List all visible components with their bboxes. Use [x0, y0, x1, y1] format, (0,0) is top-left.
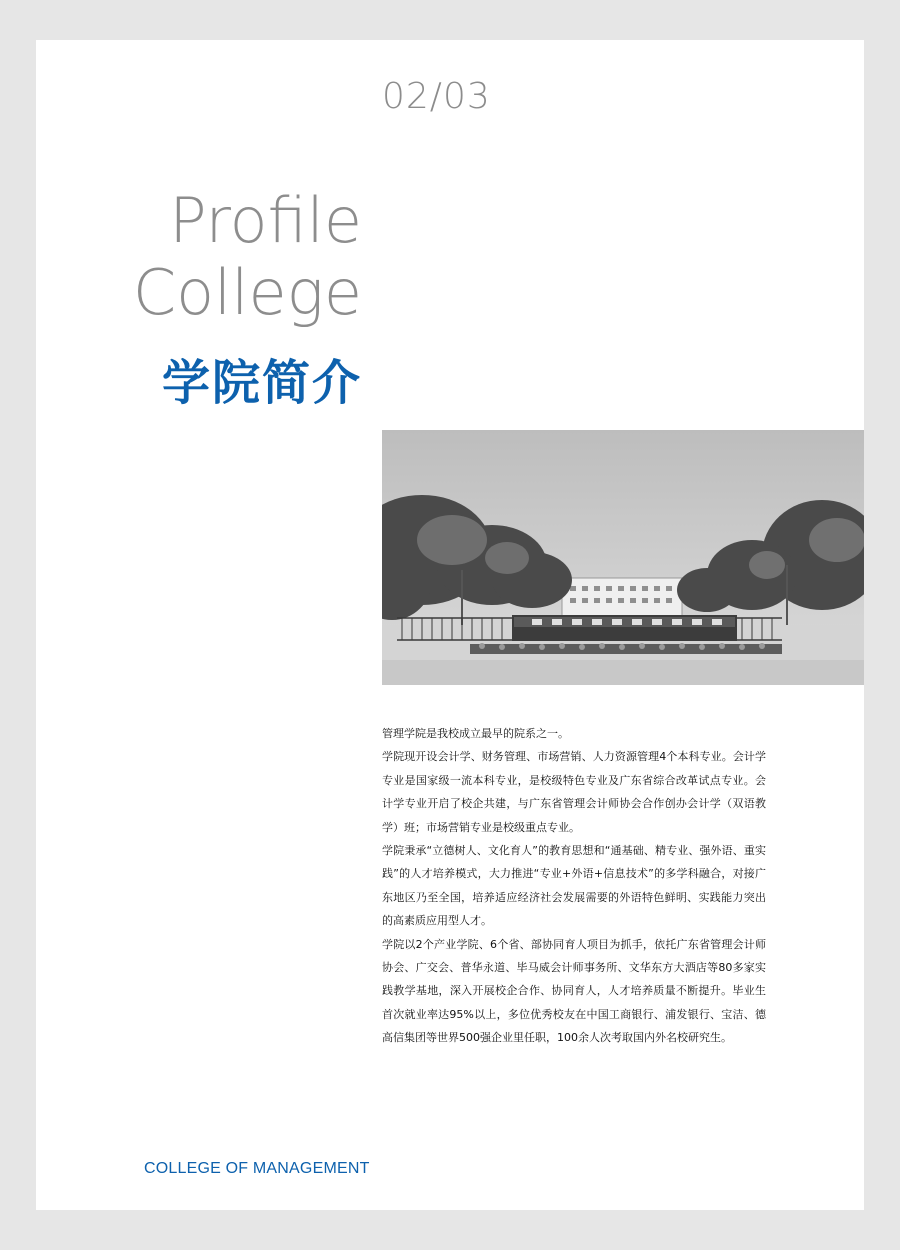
- footer-college-name: COLLEGE OF MANAGEMENT: [144, 1160, 370, 1177]
- paragraph-2: 学院现开设会计学、财务管理、市场营销、人力资源管理4个本科专业。会计学专业是国家级一流本科专业，是校级特色专业及广东省综合改革试点专业。会计学专业开启了校企共建，与广东省管理会计师协会合作创办会计学（双语教学）班；市场营销专业是校级重点专业。: [382, 750, 766, 834]
- page-number: 02/03: [382, 76, 491, 117]
- body-text: [382, 722, 766, 1050]
- campus-photo: [382, 430, 864, 685]
- title-cn: 学院简介: [161, 355, 362, 411]
- campus-gate-illustration: [382, 430, 864, 685]
- title-en-college: College: [132, 256, 362, 329]
- page: [36, 40, 864, 1210]
- title-en-profile: Profile: [169, 184, 362, 257]
- paragraph-1: 管理学院是我校成立最早的院系之一。: [382, 727, 569, 740]
- paragraph-3: 学院秉承“立德树人、文化育人”的教育思想和“通基础、精专业、强外语、重实践”的人才培养模式，大力推进“专业+外语+信息技术”的多学科融合，对接广东地区乃至全国，培养适应经济社会发展需要的外语特色鲜明、实践能力突出的高素质应用型人才。: [382, 844, 766, 928]
- paragraph-4: 学院以2个产业学院、6个省、部协同育人项目为抓手，依托广东省管理会计师协会、广交会、普华永道、毕马威会计师事务所、文华东方大酒店等80多家实践教学基地，深入开展校企合作、协同育人，人才培养质量不断提升。毕业生首次就业率达95%以上，多位优秀校友在中国工商银行、浦发银行、宝洁、德高信集团等世界500强企业里任职，100余人次考取国内外名校研究生。: [382, 937, 766, 1045]
